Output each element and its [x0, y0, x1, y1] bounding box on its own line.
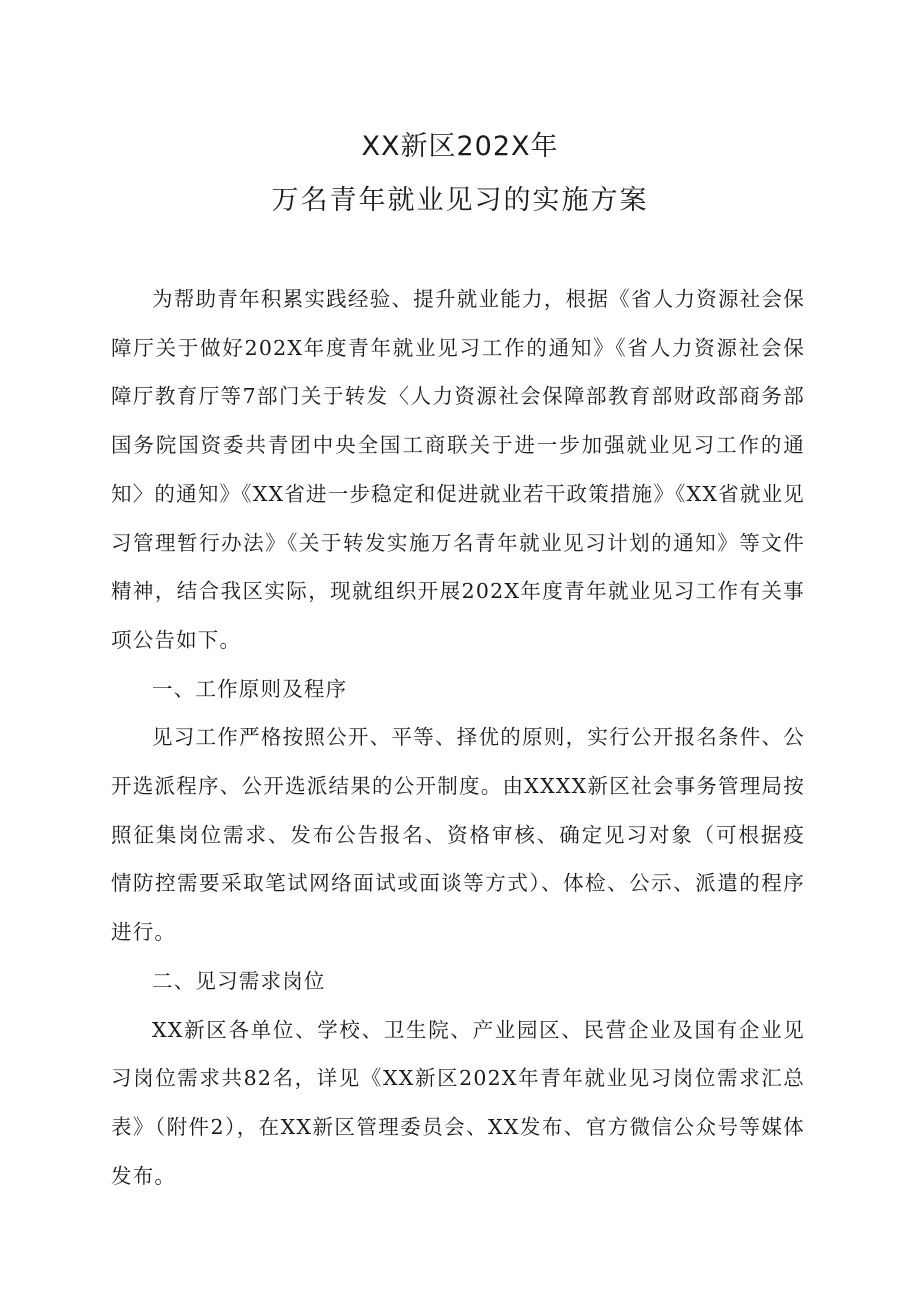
title-line-2: 万名青年就业见习的实施方案: [271, 185, 649, 216]
title-line-1: XX新区202X年: [361, 131, 559, 162]
intro-paragraph: 为帮助青年积累实践经验、提升就业能力，根据《省人力资源社会保障厅关于做好202X年度青年就业见习工作的通知》《省人力资源社会保障厅教育厅等7部门关于转发〈人力资源社会保障部教育部财政部商务部国务院国资委共青团中央全国工商联关于进一步加强就业见习工作的通知〉的通知》《XX省进一步稳定和促进就业若干政策措施》《XX省就业见习管理暂行办法》《关于转发实施万名青年就业见习计划的通知》等文件精神，结合我区实际，现就组织开展202X年度青年就业见习工作有关事项公告如下。: [111, 287, 805, 652]
positions-paragraph: XX新区各单位、学校、卫生院、产业园区、民营企业及国有企业见习岗位需求共82名，详见《XX新区202X年青年就业见习岗位需求汇总表》（附件2），在XX新区管理委员会、XX发布、官方微信公众号等媒体发布。: [111, 1017, 805, 1188]
section-heading-positions: 二、见习需求岗位: [152, 968, 326, 993]
document-body: [111, 275, 805, 1200]
principles-paragraph: 见习工作严格按照公开、平等、择优的原则，实行公开报名条件、公开选派程序、公开选派结果的公开制度。由XXXX新区社会事务管理局按照征集岗位需求、发布公告报名、资格审核、确定见习对象（可根据疫情防控需要采取笔试网络面试或面谈等方式）、体检、公示、派遣的程序进行。: [111, 725, 805, 945]
section-heading-principles: 一、工作原则及程序: [152, 676, 348, 701]
document-title: [0, 124, 920, 224]
